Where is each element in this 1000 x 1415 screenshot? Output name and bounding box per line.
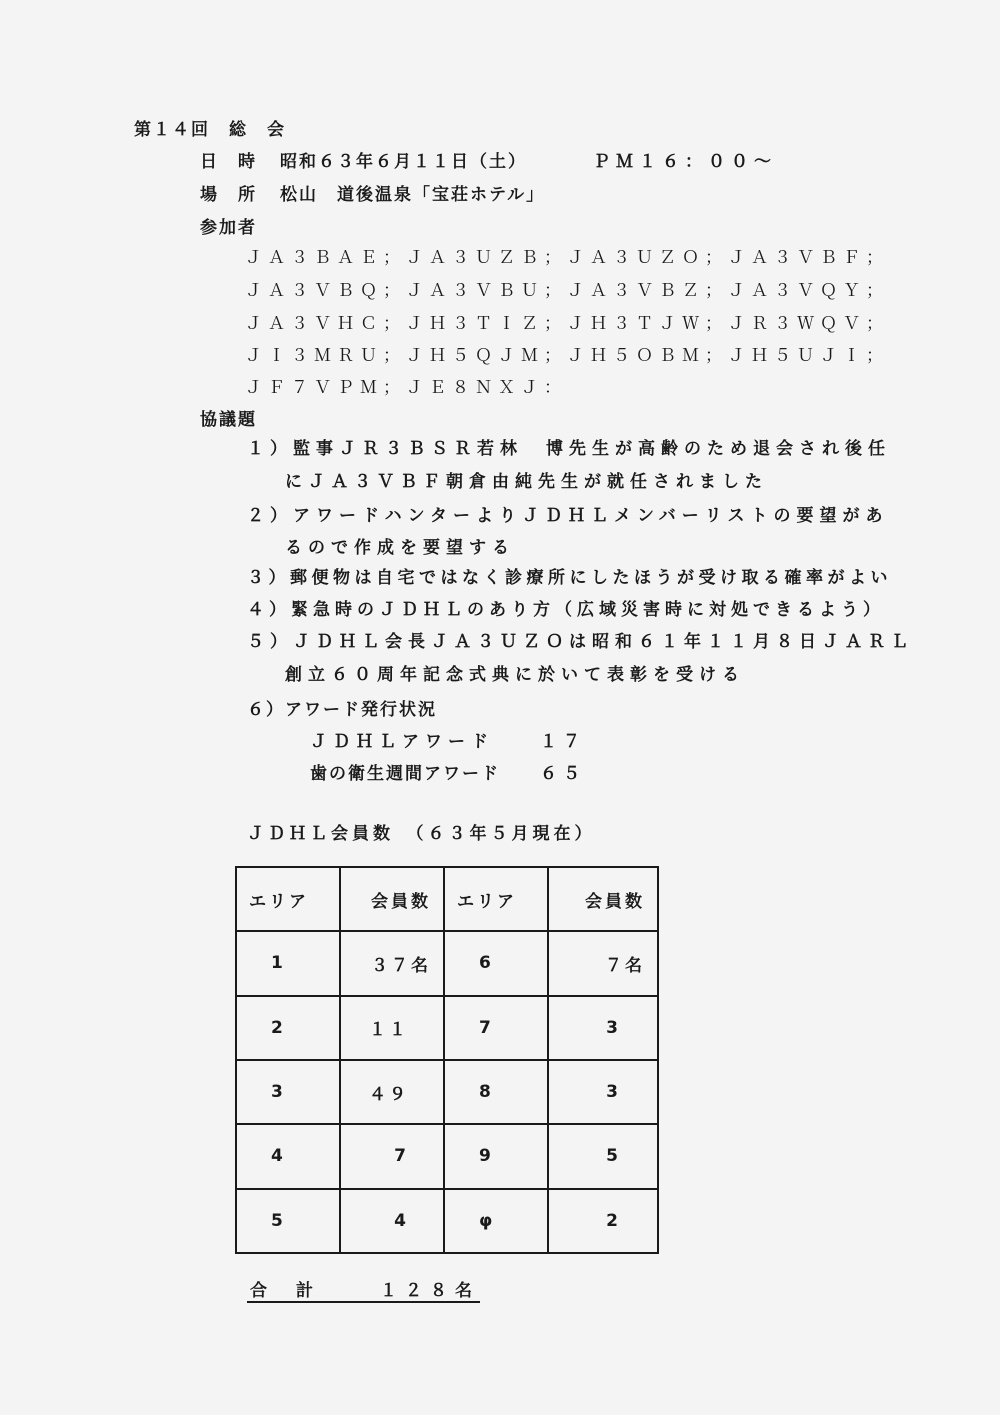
table-row <box>236 1189 658 1253</box>
members-cell: 5 <box>548 1124 658 1188</box>
agenda-item: るので作成を要望する <box>285 538 515 558</box>
members-cell: ３７名 <box>340 931 444 995</box>
participants-line: ＪＡ３ＢＡＥ；ＪＡ３ＵＺＢ；ＪＡ３ＵＺＯ；ＪＡ３ＶＢＦ； <box>245 248 889 268</box>
members-cell: ７名 <box>548 931 658 995</box>
agenda-item: １）監事ＪＲ３ＢＳＲ若林 博先生が高齢のため退会され後任 <box>247 439 891 459</box>
members-cell: １１ <box>340 996 444 1060</box>
award-count: ６５ <box>540 764 586 784</box>
participants-line: ＪＡ３ＶＢＱ；ＪＡ３ＶＢＵ；ＪＡ３ＶＢＺ；ＪＡ３ＶＱＹ； <box>245 281 889 301</box>
time-value: ＰＭ１６：００～ <box>593 152 777 172</box>
members-cell: 3 <box>548 1060 658 1124</box>
table-row <box>236 1124 658 1188</box>
award-name: 歯の衛生週間アワード <box>310 764 500 784</box>
award-count: １７ <box>540 732 586 752</box>
table-header-row <box>236 867 658 931</box>
date-label: 日 時 <box>200 152 257 172</box>
agenda-item: ６）アワード発行状況 <box>247 700 437 720</box>
date-value: 昭和６３年６月１１日（土） <box>280 152 527 172</box>
agenda-item: ２）アワードハンターよりＪＤＨＬメンバーリストの要望があ <box>247 506 889 526</box>
area-cell: φ <box>444 1189 548 1253</box>
total-label: 合 計 <box>250 1281 319 1301</box>
header-members: 会員数 <box>340 867 444 931</box>
participants-label: 参加者 <box>200 218 257 238</box>
area-cell: 4 <box>236 1124 340 1188</box>
agenda-item: ４）緊急時のＪＤＨＬのあり方（広域災害時に対処できるよう） <box>247 600 885 620</box>
participants-line: ＪＡ３ＶＨＣ；ＪＨ３ＴＩＺ；ＪＨ３ＴＪＷ；ＪＲ３ＷＱＶ； <box>245 314 889 334</box>
members-cell: ４９ <box>340 1060 444 1124</box>
header-members: 会員数 <box>548 867 658 931</box>
agenda-item: ３）郵便物は自宅ではなく診療所にしたほうが受け取る確率がよい <box>247 568 892 588</box>
area-cell: 9 <box>444 1124 548 1188</box>
table-row <box>236 1060 658 1124</box>
area-cell: 5 <box>236 1189 340 1253</box>
area-cell: 7 <box>444 996 548 1060</box>
agenda-label: 協議題 <box>200 410 257 430</box>
members-cell: 7 <box>340 1124 444 1188</box>
place-label: 場 所 <box>200 185 257 205</box>
meeting-heading: 第１４回 総 会 <box>134 120 286 140</box>
agenda-item: ５）ＪＤＨＬ会長ＪＡ３ＵＺＯは昭和６１年１１月８日ＪＡＲＬ <box>247 632 914 652</box>
area-cell: 1 <box>236 931 340 995</box>
area-cell: 3 <box>236 1060 340 1124</box>
member-count-table <box>235 866 659 1254</box>
area-cell: 8 <box>444 1060 548 1124</box>
participants-line: ＪＩ３ＭＲＵ；ＪＨ５ＱＪＭ；ＪＨ５ＯＢＭ；ＪＨ５ＵＪＩ； <box>245 346 889 366</box>
participants-line: ＪＦ７ＶＰＭ；ＪＥ８ＮＸＪ： <box>245 378 567 398</box>
total-value: １２８名 <box>380 1281 480 1301</box>
total-underline <box>247 1301 480 1303</box>
agenda-item: にＪＡ３ＶＢＦ朝倉由純先生が就任されました <box>285 472 768 492</box>
header-area: エリア <box>236 867 340 931</box>
members-cell: 4 <box>340 1189 444 1253</box>
place-value: 松山 道後温泉「宝荘ホテル」 <box>280 185 546 205</box>
members-cell: 3 <box>548 996 658 1060</box>
award-name: ＪＤＨＬアワード <box>310 732 494 752</box>
table-row <box>236 931 658 995</box>
members-cell: 2 <box>548 1189 658 1253</box>
area-cell: 2 <box>236 996 340 1060</box>
header-area: エリア <box>444 867 548 931</box>
area-cell: 6 <box>444 931 548 995</box>
table-row <box>236 996 658 1060</box>
member-count-title: ＪＤＨＬ会員数 （６３年５月現在） <box>247 824 596 844</box>
agenda-item: 創立６０周年記念式典に於いて表彰を受ける <box>285 665 745 685</box>
